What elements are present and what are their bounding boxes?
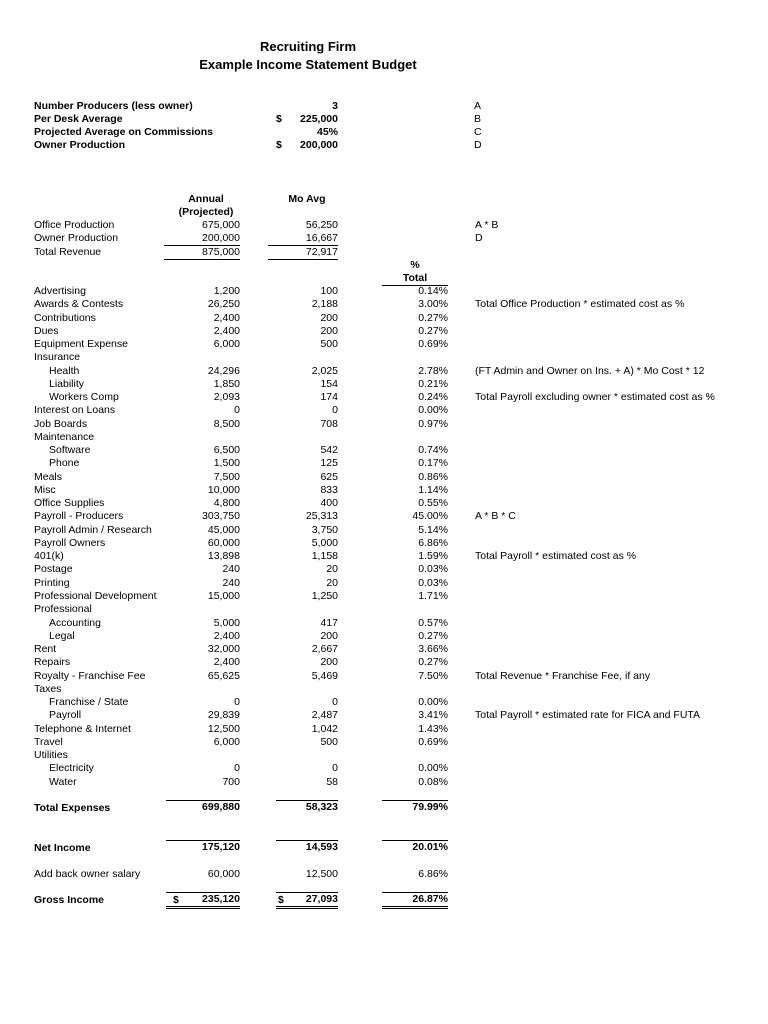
- expense-annual: 60,000: [207, 537, 240, 549]
- assumption-label: Projected Average on Commissions: [34, 126, 213, 138]
- expense-pct: 0.00%: [418, 696, 448, 708]
- expense-pct: 0.00%: [418, 762, 448, 774]
- assumption-label: Per Desk Average: [34, 113, 123, 125]
- expense-pct: 0.27%: [418, 656, 448, 668]
- expense-mo: 25,313: [305, 510, 338, 522]
- expense-pct: 0.08%: [418, 776, 448, 788]
- expense-pct: 0.03%: [418, 563, 448, 575]
- expense-annual: 6,000: [213, 736, 240, 748]
- revenue-mo: 56,250: [305, 219, 338, 231]
- expense-label: Royalty - Franchise Fee: [34, 670, 146, 682]
- expense-pct: 0.74%: [418, 444, 448, 456]
- expense-annual: 1,850: [213, 378, 240, 390]
- expense-annual: 303,750: [202, 510, 240, 522]
- revenue-mo: 72,917: [268, 246, 338, 260]
- net-income-annual: 175,120: [166, 840, 240, 854]
- expense-annual: 6,500: [213, 444, 240, 456]
- expense-pct: 1.71%: [418, 590, 448, 602]
- expense-pct: 1.59%: [418, 550, 448, 562]
- expense-pct: 0.00%: [418, 404, 448, 416]
- header-annual-projected: (Projected): [178, 206, 234, 218]
- expense-pct: 0.57%: [418, 617, 448, 629]
- expense-label: Franchise / State: [49, 696, 129, 708]
- gross-income-annual: 235,120: [166, 892, 240, 909]
- expense-annual: 7,500: [213, 471, 240, 483]
- expense-mo: 100: [320, 285, 338, 297]
- assumption-currency: $: [276, 113, 282, 125]
- expense-mo: 542: [320, 444, 338, 456]
- expense-annual: 15,000: [207, 590, 240, 602]
- expense-pct: 3.41%: [418, 709, 448, 721]
- expense-label: Legal: [49, 630, 75, 642]
- expense-mo: 20: [326, 563, 338, 575]
- expense-annual: 45,000: [207, 524, 240, 536]
- gross-income-pct: 26.87%: [382, 892, 448, 909]
- expense-label: Interest on Loans: [34, 404, 116, 416]
- assumption-code: B: [474, 113, 482, 125]
- revenue-label: Owner Production: [34, 232, 119, 244]
- document-title: Recruiting Firm: [259, 39, 357, 54]
- expense-mo: 2,487: [311, 709, 338, 721]
- expense-pct: 0.27%: [418, 630, 448, 642]
- assumption-label: Owner Production: [34, 139, 126, 151]
- expense-label: Workers Comp: [49, 391, 119, 403]
- expense-annual: 26,250: [207, 298, 240, 310]
- expense-label: Professional: [34, 603, 92, 615]
- expense-pct: 2.78%: [418, 365, 448, 377]
- expense-mo: 3,750: [311, 524, 338, 536]
- expense-pct: 1.43%: [418, 723, 448, 735]
- expense-note: Total Payroll * estimated rate for FICA and FUTA: [475, 709, 701, 721]
- expense-label: Health: [49, 365, 80, 377]
- expense-mo: 1,158: [311, 550, 338, 562]
- expense-pct: 6.86%: [418, 537, 448, 549]
- header-annual: Annual: [188, 193, 224, 205]
- expense-label: Phone: [49, 457, 80, 469]
- add-back-pct: 6.86%: [418, 868, 448, 880]
- gross-income-label: Gross Income: [34, 894, 105, 906]
- expense-mo: 417: [320, 617, 338, 629]
- expense-pct: 0.21%: [418, 378, 448, 390]
- expense-annual: 0: [234, 762, 240, 774]
- expense-annual: 8,500: [213, 418, 240, 430]
- expense-mo: 58: [326, 776, 338, 788]
- expense-label: Water: [49, 776, 77, 788]
- expense-mo: 5,469: [311, 670, 338, 682]
- net-income-pct: 20.01%: [382, 840, 448, 854]
- expense-label: Electricity: [49, 762, 94, 774]
- expense-label: Misc: [34, 484, 56, 496]
- expense-label: Job Boards: [34, 418, 88, 430]
- expense-label: Printing: [34, 577, 70, 589]
- document-subtitle: Example Income Statement Budget: [199, 57, 417, 72]
- expense-mo: 174: [320, 391, 338, 403]
- expense-label: Maintenance: [34, 431, 95, 443]
- expense-pct: 0.55%: [418, 497, 448, 509]
- expense-label: Taxes: [34, 683, 62, 695]
- expense-annual: 0: [234, 404, 240, 416]
- header-mo-avg: Mo Avg: [288, 193, 326, 205]
- expense-label: Software: [49, 444, 91, 456]
- header-total: Total: [382, 272, 448, 286]
- expense-annual: 5,000: [213, 617, 240, 629]
- expense-annual: 240: [222, 563, 240, 575]
- expense-pct: 0.86%: [418, 471, 448, 483]
- expense-label: Payroll Owners: [34, 537, 106, 549]
- expense-label: Accounting: [49, 617, 101, 629]
- revenue-annual: 200,000: [164, 232, 240, 246]
- expense-mo: 0: [332, 762, 338, 774]
- expense-mo: 2,025: [311, 365, 338, 377]
- expense-label: 401(k): [34, 550, 64, 562]
- expense-mo: 1,250: [311, 590, 338, 602]
- expense-annual: 32,000: [207, 643, 240, 655]
- expense-label: Professional Development: [34, 590, 157, 602]
- expense-label: Insurance: [34, 351, 81, 363]
- expense-note: Total Office Production * estimated cost as %: [475, 298, 685, 310]
- expense-note: (FT Admin and Owner on Ins. + A) * Mo Cost * 12: [475, 365, 705, 377]
- expense-annual: 6,000: [213, 338, 240, 350]
- revenue-note: D: [475, 232, 483, 244]
- expense-mo: 833: [320, 484, 338, 496]
- assumption-code: A: [474, 100, 482, 112]
- assumption-value: 45%: [316, 126, 338, 138]
- expense-annual: 12,500: [207, 723, 240, 735]
- net-income-mo: 14,593: [276, 840, 338, 854]
- add-back-annual: 60,000: [207, 868, 240, 880]
- expense-note: Total Payroll * estimated cost as %: [475, 550, 637, 562]
- expense-mo: 154: [320, 378, 338, 390]
- gross-income-currency-mo: $: [278, 894, 284, 906]
- assumption-value: 3: [332, 100, 338, 112]
- expense-mo: 0: [332, 404, 338, 416]
- expense-label: Postage: [34, 563, 73, 575]
- total-expenses-annual: 699,880: [166, 800, 240, 814]
- expense-pct: 0.17%: [418, 457, 448, 469]
- expense-mo: 2,667: [311, 643, 338, 655]
- assumption-code: C: [474, 126, 482, 138]
- expense-label: Utilities: [34, 749, 68, 761]
- expense-label: Liability: [49, 378, 85, 390]
- expense-label: Meals: [34, 471, 63, 483]
- expense-label: Advertising: [34, 285, 86, 297]
- expense-mo: 200: [320, 325, 338, 337]
- expense-pct: 0.27%: [418, 325, 448, 337]
- expense-annual: 29,839: [207, 709, 240, 721]
- expense-label: Travel: [34, 736, 63, 748]
- net-income-label: Net Income: [34, 842, 91, 854]
- revenue-label: Office Production: [34, 219, 115, 231]
- expense-annual: 65,625: [207, 670, 240, 682]
- expense-annual: 2,093: [213, 391, 240, 403]
- expense-annual: 1,500: [213, 457, 240, 469]
- expense-annual: 13,898: [207, 550, 240, 562]
- expense-annual: 700: [222, 776, 240, 788]
- expense-note: Total Payroll excluding owner * estimated cost as %: [475, 391, 715, 403]
- revenue-note: A * B: [475, 219, 499, 231]
- expense-mo: 500: [320, 338, 338, 350]
- expense-annual: 4,800: [213, 497, 240, 509]
- expense-annual: 10,000: [207, 484, 240, 496]
- expense-mo: 200: [320, 656, 338, 668]
- expense-label: Payroll: [49, 709, 82, 721]
- expense-pct: 0.69%: [418, 736, 448, 748]
- expense-label: Office Supplies: [34, 497, 105, 509]
- expense-mo: 5,000: [311, 537, 338, 549]
- expense-pct: 7.50%: [418, 670, 448, 682]
- total-expenses-mo: 58,323: [276, 800, 338, 814]
- expense-pct: 1.14%: [418, 484, 448, 496]
- expense-label: Repairs: [34, 656, 71, 668]
- expense-label: Payroll - Producers: [34, 510, 124, 522]
- revenue-mo: 16,667: [268, 232, 338, 246]
- expense-annual: 2,400: [213, 656, 240, 668]
- expense-mo: 200: [320, 312, 338, 324]
- revenue-annual: 675,000: [202, 219, 240, 231]
- expense-pct: 0.14%: [418, 285, 448, 297]
- expense-pct: 5.14%: [418, 524, 448, 536]
- expense-pct: 0.03%: [418, 577, 448, 589]
- expense-mo: 200: [320, 630, 338, 642]
- expense-pct: 3.66%: [418, 643, 448, 655]
- assumption-value: 225,000: [300, 113, 338, 125]
- expense-annual: 2,400: [213, 325, 240, 337]
- assumption-currency: $: [276, 139, 282, 151]
- expense-annual: 240: [222, 577, 240, 589]
- expense-label: Telephone & Internet: [34, 723, 131, 735]
- expense-pct: 3.00%: [418, 298, 448, 310]
- assumption-code: D: [474, 139, 482, 151]
- expense-mo: 20: [326, 577, 338, 589]
- expense-pct: 0.97%: [418, 418, 448, 430]
- expense-mo: 708: [320, 418, 338, 430]
- expense-pct: 0.24%: [418, 391, 448, 403]
- total-expenses-pct: 79.99%: [382, 800, 448, 814]
- expense-label: Payroll Admin / Research: [34, 524, 152, 536]
- total-expenses-label: Total Expenses: [34, 802, 111, 814]
- assumption-value: 200,000: [300, 139, 338, 151]
- assumption-label: Number Producers (less owner): [34, 100, 193, 112]
- add-back-mo: 12,500: [305, 868, 338, 880]
- add-back-label: Add back owner salary: [34, 868, 141, 880]
- expense-mo: 0: [332, 696, 338, 708]
- gross-income-currency: $: [173, 894, 179, 906]
- expense-pct: 0.69%: [418, 338, 448, 350]
- expense-annual: 1,200: [213, 285, 240, 297]
- expense-annual: 0: [234, 696, 240, 708]
- expense-label: Rent: [34, 643, 57, 655]
- revenue-label: Total Revenue: [34, 246, 102, 258]
- expense-annual: 2,400: [213, 312, 240, 324]
- expense-note: A * B * C: [475, 510, 516, 522]
- expense-note: Total Revenue * Franchise Fee, if any: [475, 670, 651, 682]
- expense-mo: 125: [320, 457, 338, 469]
- expense-pct: 0.27%: [418, 312, 448, 324]
- expense-annual: 2,400: [213, 630, 240, 642]
- revenue-annual: 875,000: [164, 246, 240, 260]
- expense-mo: 500: [320, 736, 338, 748]
- expense-mo: 1,042: [311, 723, 338, 735]
- expense-label: Awards & Contests: [34, 298, 124, 310]
- expense-mo: 400: [320, 497, 338, 509]
- expense-annual: 24,296: [207, 365, 240, 377]
- expense-label: Equipment Expense: [34, 338, 128, 350]
- expense-label: Contributions: [34, 312, 96, 324]
- expense-mo: 2,188: [311, 298, 338, 310]
- gross-income-mo: 27,093: [276, 892, 338, 909]
- expense-mo: 625: [320, 471, 338, 483]
- header-percent: %: [410, 259, 420, 271]
- expense-pct: 45.00%: [412, 510, 448, 522]
- expense-label: Dues: [34, 325, 59, 337]
